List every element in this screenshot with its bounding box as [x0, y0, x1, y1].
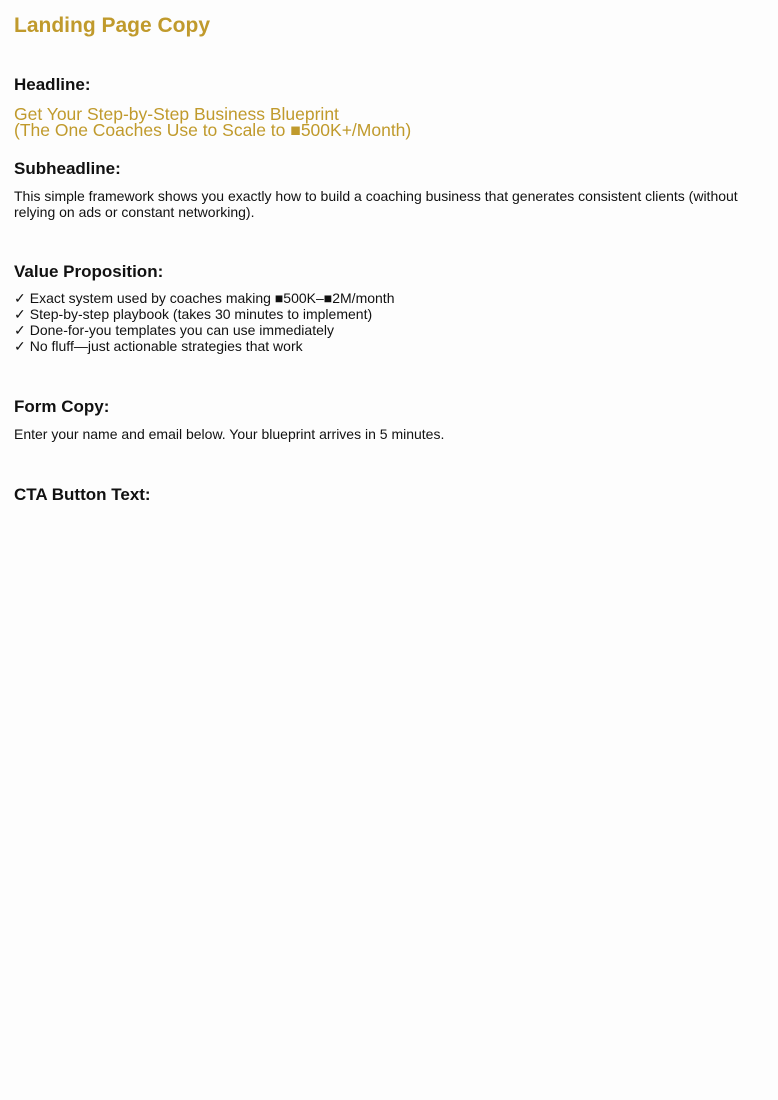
value-proposition-item	[14, 290, 395, 306]
checkmark-icon: ✓	[14, 338, 26, 354]
headline-heading: Headline:	[14, 75, 91, 94]
value-proposition-item	[14, 338, 395, 354]
form-copy-heading: Form Copy:	[14, 397, 110, 416]
checkmark-icon: ✓	[14, 322, 26, 338]
value-proposition-item-text: No fluff—just actionable strategies that work	[29, 338, 303, 354]
value-proposition-list	[14, 290, 395, 354]
value-proposition-item-text: Done-for-you templates you can use immediately	[29, 322, 334, 338]
form-copy-text: Enter your name and email below. Your blueprint arrives in 5 minutes.	[14, 426, 445, 442]
value-proposition-item	[14, 306, 395, 322]
checkmark-icon: ✓	[14, 306, 26, 322]
value-proposition-heading: Value Proposition:	[14, 262, 164, 281]
value-proposition-item	[14, 322, 395, 338]
subheadline-text: This simple framework shows you exactly how to build a coaching business that generates consistent clients (without relying on ads or constant networking).	[14, 188, 738, 220]
value-proposition-item-text: Exact system used by coaches making ■500K–■2M/month	[29, 290, 395, 306]
headline-line-1: Get Your Step-by-Step Business Blueprint	[14, 104, 339, 124]
checkmark-icon: ✓	[14, 290, 26, 306]
subheadline-heading: Subheadline:	[14, 159, 121, 178]
cta-heading: CTA Button Text:	[14, 485, 151, 504]
document-title: Landing Page Copy	[14, 14, 211, 37]
headline-line-2: (The One Coaches Use to Scale to ■500K+/Month)	[14, 120, 412, 140]
value-proposition-item-text: Step-by-step playbook (takes 30 minutes to implement)	[29, 306, 373, 322]
